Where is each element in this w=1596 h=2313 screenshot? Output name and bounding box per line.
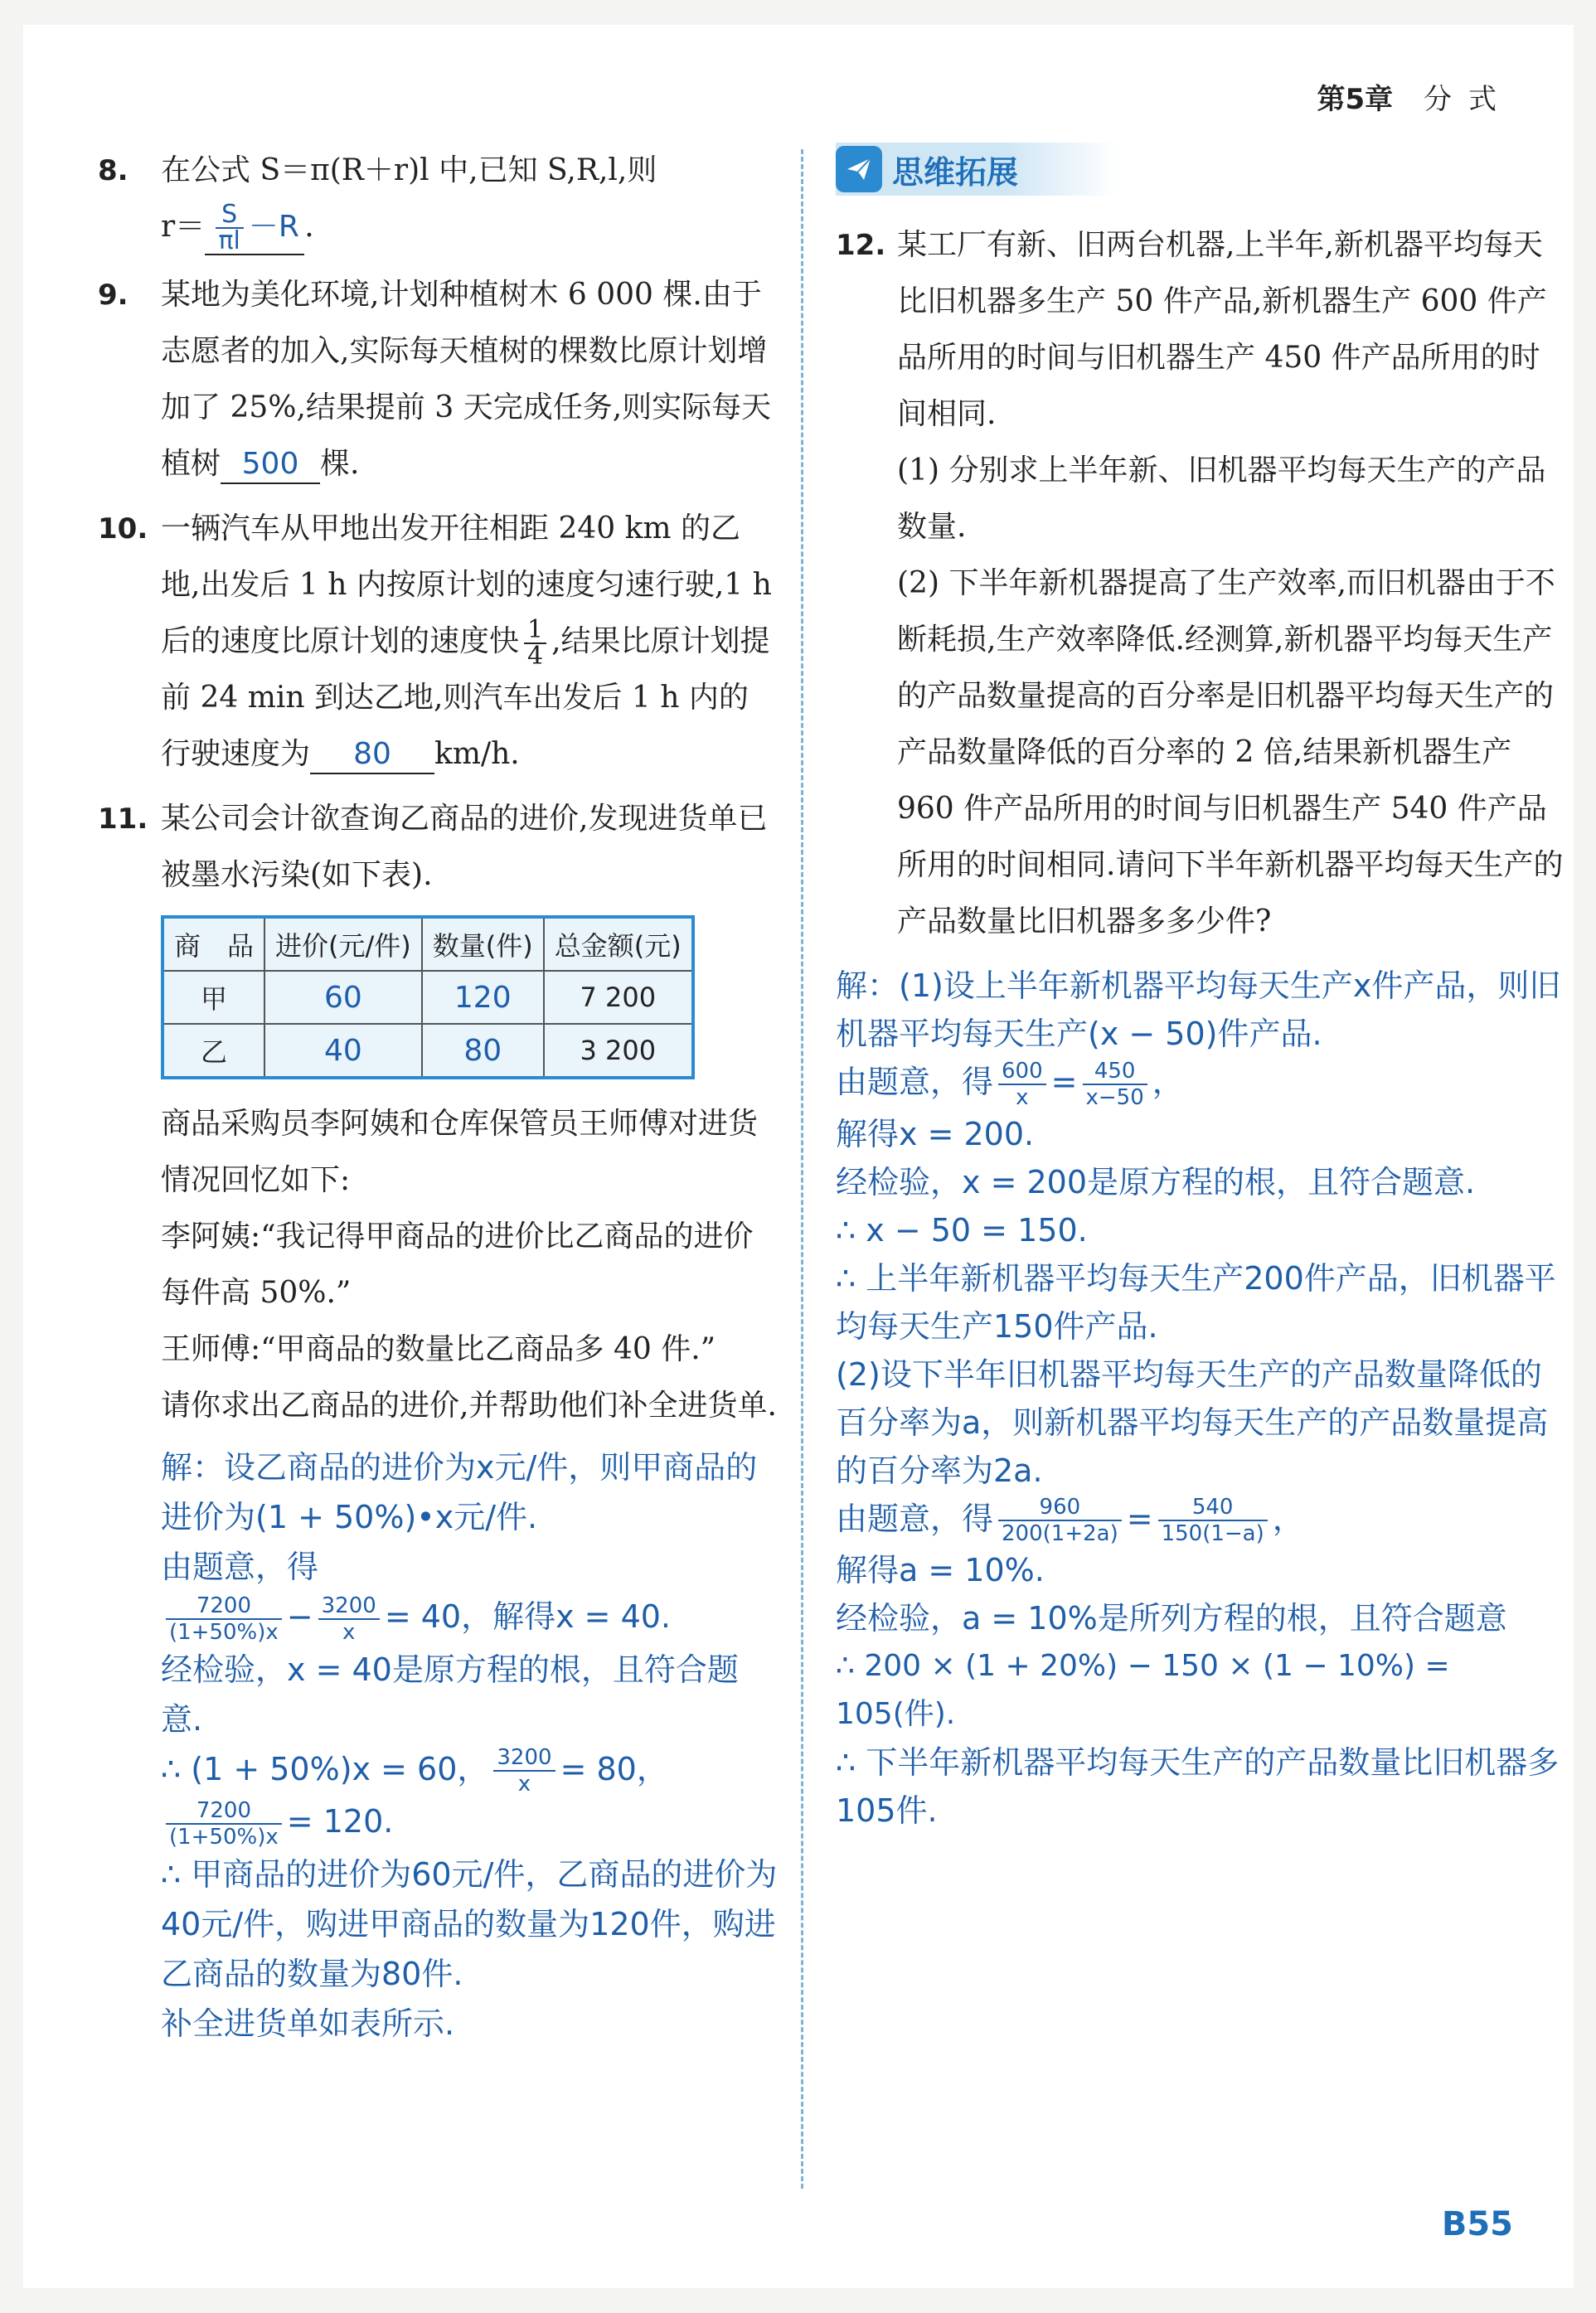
question-11-context <box>98 1096 778 1434</box>
equation-prefix: 由题意，得 <box>836 1500 994 1537</box>
chapter-label: 第5章 <box>1317 83 1394 116</box>
answer-blank: 500 <box>221 446 320 484</box>
answer-blank <box>205 202 304 255</box>
fraction-denominator: x <box>517 1772 531 1797</box>
fraction-denominator: x <box>342 1619 356 1645</box>
paragraph: 请你求出乙商品的进价,并帮助他们补全进货单. <box>161 1389 777 1423</box>
question-9 <box>98 267 778 492</box>
solution-line: 经检验，x = 40是原方程的根，且符合题意. <box>161 1651 739 1738</box>
table-row <box>163 1024 693 1078</box>
solution-line: 解：设乙商品的进价为x元/件，则甲商品的进价为(1 + 50%)•x元/件. <box>161 1449 758 1535</box>
solution-line: ∴ 上半年新机器平均每天生产200件产品，旧机器平均每天生产150件产品. <box>836 1259 1556 1345</box>
solution-line: 解：(1)设上半年新机器平均每天生产x件产品，则旧机器平均每天生产(x − 50)件产品. <box>836 967 1561 1052</box>
question-text: 一辆汽车从甲地出发开往相距 240 km 的乙地,出发后 1 h 内按原计划的速度匀速行驶,1 h 后的速度比原计划的速度快 <box>161 512 772 658</box>
question-suffix: 棵. <box>320 447 360 481</box>
answer-tail: －R <box>248 210 299 244</box>
table-header-cell: 商 品 <box>163 917 264 971</box>
fraction-numerator: 1 <box>524 618 546 644</box>
question-10 <box>98 501 778 783</box>
table-cell: 3 200 <box>544 1024 693 1078</box>
fraction-numerator: 3200 <box>318 1593 380 1620</box>
equation-prefix: ∴ (1 + 50%)x = 60， <box>161 1750 489 1787</box>
equation-tail: = 80， <box>560 1750 668 1787</box>
page-header <box>1317 76 1513 117</box>
solution-equation: $\frac{7200}{(1+50\%)x}$ − $\frac{3200}{x}$ = 40，解得x = 40. <box>161 1592 778 1645</box>
question-number: 10. <box>98 512 148 546</box>
question-text-2: ,结果比原计划提前 24 min 到达乙地,则汽车出发后 1 h 内的行驶速度为 <box>161 624 770 771</box>
right-column <box>836 143 1565 1835</box>
table-header-cell: 总金额(元) <box>544 917 693 971</box>
table-cell: 40 <box>264 1024 422 1078</box>
fraction-denominator: (1+50%)x <box>169 1824 279 1850</box>
fraction-numerator: 600 <box>998 1059 1046 1085</box>
solution-line: (2)设下半年旧机器平均每天生产的产品数量降低的百分率为a，则新机器平均每天生产的产品数量提高的百分率为2a. <box>836 1355 1549 1489</box>
table-header-cell: 进价(元/件) <box>264 917 422 971</box>
question-text: 在公式 S＝π(R＋r)l 中,已知 S,R,l,则 <box>161 153 657 187</box>
solution-line: ∴ x − 50 = 150. <box>836 1211 1088 1249</box>
solution-equation <box>161 1744 778 1797</box>
solution-12 <box>836 962 1565 1835</box>
solution-line: 解得a = 10%. <box>836 1552 1045 1588</box>
answer-denominator: πl <box>218 226 240 255</box>
question-part-1: (1) 分别求上半年新、旧机器平均每天生产的产品数量. <box>897 453 1546 544</box>
answer-blank: 80 <box>310 736 434 774</box>
fraction-numerator: 960 <box>998 1495 1122 1521</box>
fraction-numerator: 3200 <box>493 1745 555 1772</box>
solution-line: 由题意，得 <box>161 1549 319 1585</box>
chapter-title: 分式 <box>1424 83 1513 116</box>
fraction-numerator: 540 <box>1158 1495 1268 1521</box>
question-11 <box>98 791 778 904</box>
table-cell: 甲 <box>163 971 264 1024</box>
question-8 <box>98 143 778 255</box>
fraction-denominator: x−50 <box>1085 1084 1144 1110</box>
solution-line: ∴ 200 × (1 + 20%) − 150 × (1 − 10%) = 105(件). <box>836 1649 1450 1731</box>
section-title: 思维拓展 <box>892 153 1019 191</box>
table-header-cell: 数量(件) <box>422 917 544 971</box>
fraction-denominator: 200(1+2a) <box>1002 1521 1118 1546</box>
invoice-table <box>161 915 695 1079</box>
fraction-numerator: 7200 <box>166 1593 282 1620</box>
table-cell: 80 <box>422 1024 544 1078</box>
paragraph: 商品采购员李阿姨和仓库保管员王师傅对进货情况回忆如下: <box>161 1107 759 1197</box>
paper-plane-icon <box>836 146 882 192</box>
question-number: 9. <box>98 279 129 312</box>
solution-equation: 由题意，得 $\frac{960}{200(1+2a)}$ = $\frac{540}{150(1-a)}$ ， <box>836 1495 1304 1546</box>
question-number: 12. <box>836 229 886 262</box>
solution-line: 解得x = 200. <box>836 1115 1035 1152</box>
left-column <box>98 143 778 2049</box>
fraction-denominator: 4 <box>527 642 544 671</box>
question-text: 某地为美化环境,计划种植树木 6 000 棵.由于志愿者的加入,实际每天植树的棵数比原计划增加了 25%,结果提前 3 天完成任务,则实际每天植树 <box>161 278 772 481</box>
question-part-2: (2) 下半年新机器提高了生产效率,而旧机器由于不断耗损,生产效率降低.经测算,新机器平均每天生产的产品数量提高的百分率是旧机器平均每天生产的产品数量降低的百分率的 2 倍,结果新机器生产 960 件产品所用的时间与旧机器生产 540 件产品所用的时间相同.请问下半年新机器平均每天生产的产品数量比旧机器多多少件? <box>897 566 1564 938</box>
solution-line: 补全进货单如表所示. <box>161 2005 455 2042</box>
solution-equation <box>161 1797 778 1850</box>
fraction-denominator: 150(1−a) <box>1161 1521 1264 1546</box>
table-cell: 60 <box>264 971 422 1024</box>
fraction-denominator: x <box>1016 1084 1029 1110</box>
paragraph: 李阿姨:“我记得甲商品的进价比乙商品的进价每件高 50%.” <box>161 1220 754 1310</box>
fraction-denominator: (1+50%)x <box>169 1619 279 1645</box>
page-number: B55 <box>1441 2205 1513 2243</box>
solution-line: 经检验，a = 10%是所列方程的根，且符合题意 <box>836 1600 1507 1637</box>
fraction-numerator: 450 <box>1083 1059 1147 1085</box>
equation-prefix: 由题意，得 <box>836 1064 994 1100</box>
equation-tail: = 40，解得x = 40. <box>384 1598 672 1635</box>
answer-numerator: S <box>216 202 244 229</box>
table-cell: 120 <box>422 971 544 1024</box>
solution-11 <box>98 1443 778 2049</box>
solution-line: ∴ 下半年新机器平均每天生产的产品数量比旧机器多105件. <box>836 1744 1560 1829</box>
table-row <box>163 971 693 1024</box>
solution-line: ∴ 甲商品的进价为60元/件，乙商品的进价为40元/件，购进甲商品的数量为120件，购进乙商品的数量为80件. <box>161 1855 778 1992</box>
fraction-numerator: 7200 <box>166 1798 282 1825</box>
solution-line: 经检验，x = 200是原方程的根，且符合题意. <box>836 1163 1476 1200</box>
question-text: 某公司会计欲查询乙商品的进价,发现进货单已被墨水污染(如下表). <box>161 802 768 892</box>
question-suffix: km/h. <box>434 737 520 771</box>
question-number: 11. <box>98 803 148 836</box>
question-text-line2: r＝ <box>161 210 206 244</box>
table-header-row <box>163 917 693 971</box>
paragraph: 王师傅:“甲商品的数量比乙商品多 40 件.” <box>161 1332 716 1366</box>
question-number: 8. <box>98 154 129 187</box>
solution-equation: 由题意，得 $\frac{600}{x}$ = $\frac{450}{x-50}$ ， <box>836 1058 1184 1110</box>
table-cell: 7 200 <box>544 971 693 1024</box>
column-divider <box>801 149 803 2189</box>
section-header <box>836 143 1118 196</box>
equation-tail: = 120. <box>286 1803 394 1840</box>
table-cell: 乙 <box>163 1024 264 1078</box>
question-suffix: . <box>304 210 314 244</box>
question-text: 某工厂有新、旧两台机器,上半年,新机器平均每天比旧机器多生产 50 件产品,新机器生产 600 件产品所用的时间与旧机器生产 450 件产品所用的时间相同. <box>897 228 1547 431</box>
question-12 <box>836 217 1565 950</box>
